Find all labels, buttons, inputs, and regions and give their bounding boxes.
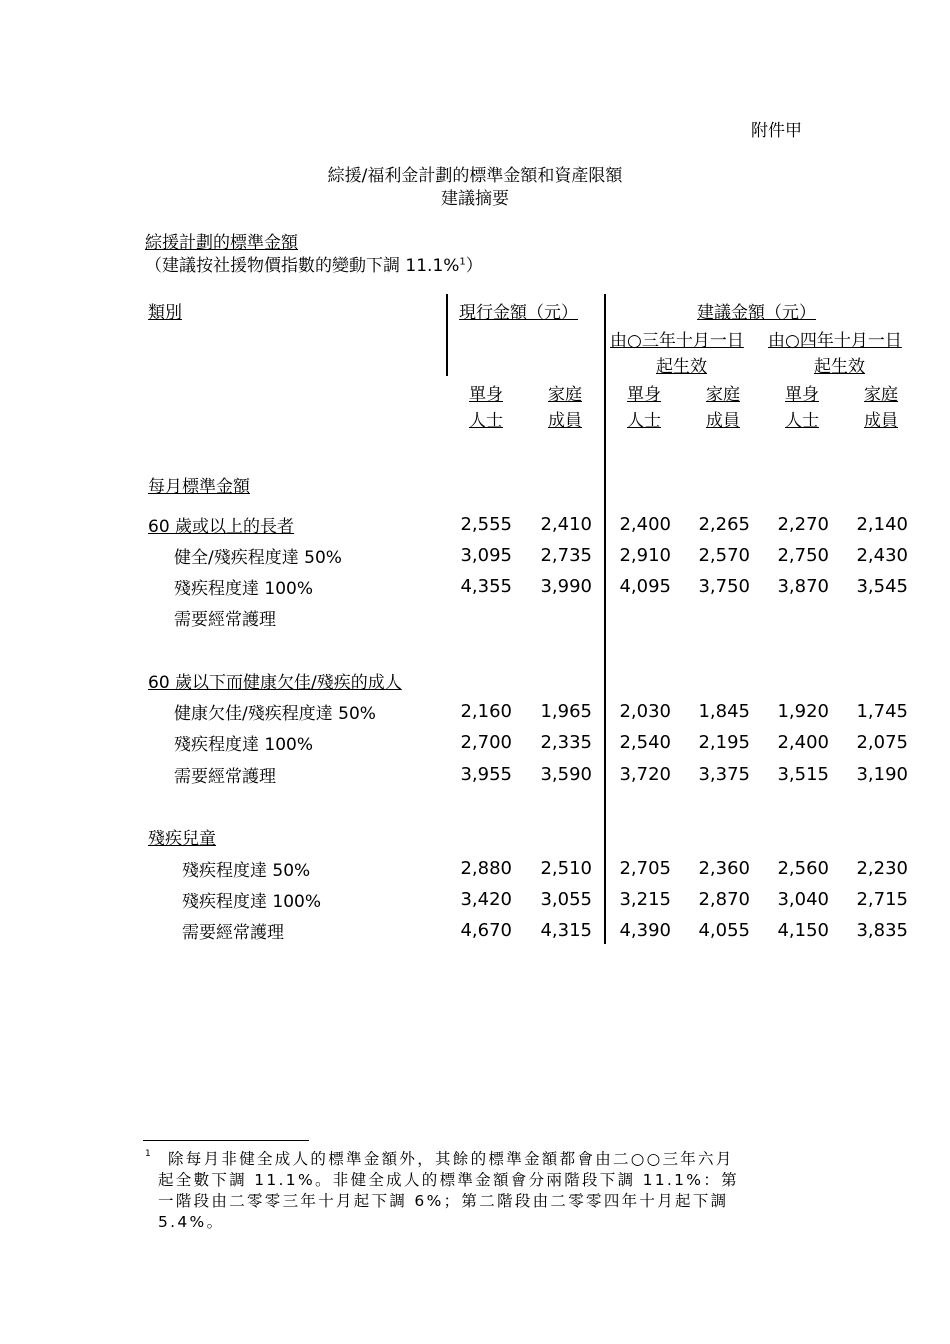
value-cell: 2,880 (460, 858, 512, 879)
current-proposed-divider-line (604, 294, 606, 944)
row-label: 需要經常護理 (174, 767, 276, 787)
row-label: 殘疾程度達 50% (182, 861, 311, 881)
value-cell: 4,095 (619, 576, 671, 597)
value-cell: 2,510 (540, 858, 592, 879)
value-cell: 3,190 (856, 764, 908, 785)
value-cell: 2,715 (856, 889, 908, 910)
value-cell: 4,315 (540, 920, 592, 941)
column-subheader-line2: 成員 (706, 411, 740, 431)
value-cell: 2,140 (856, 514, 908, 535)
value-cell: 4,670 (460, 920, 512, 941)
current-amount-header: 現行金額（元） (459, 303, 578, 323)
value-cell: 3,590 (540, 764, 592, 785)
column-subheader-line2: 成員 (864, 411, 898, 431)
value-cell: 2,030 (619, 701, 671, 722)
value-cell: 2,560 (777, 858, 829, 879)
value-cell: 2,555 (460, 514, 512, 535)
value-cell: 2,750 (777, 545, 829, 566)
footnote-line: 5.4%。 (158, 1213, 225, 1231)
row-label: 需要經常護理 (174, 610, 276, 630)
value-cell: 3,515 (777, 764, 829, 785)
proposed-amount-header: 建議金額（元） (697, 303, 816, 323)
footnote-line: 除每月非健全成人的標準金額外，其餘的標準金額都會由二○○三年六月 (168, 1150, 734, 1168)
value-cell: 3,375 (698, 764, 750, 785)
footnote-mark: 1 (145, 1149, 151, 1159)
value-cell: 2,400 (777, 732, 829, 753)
value-cell: 4,055 (698, 920, 750, 941)
column-subheader-line1: 單身 (627, 385, 661, 405)
footnote-line: 一階段由二零零三年十月起下調 6%；第二階段由二零零四年十月起下調 (158, 1192, 729, 1210)
value-cell: 2,700 (460, 732, 512, 753)
row-label: 健康欠佳/殘疾程度達 50% (174, 704, 376, 724)
section-note (145, 251, 483, 276)
period1-header: 由○三年十月一日 (610, 331, 744, 351)
value-cell: 2,540 (619, 732, 671, 753)
value-cell: 2,335 (540, 732, 592, 753)
period1-effective: 起生效 (656, 357, 707, 377)
value-cell: 2,410 (540, 514, 592, 535)
value-cell: 3,095 (460, 545, 512, 566)
group-heading: 60 歲以下而健康欠佳/殘疾的成人 (148, 673, 402, 693)
value-cell: 3,545 (856, 576, 908, 597)
value-cell: 3,750 (698, 576, 750, 597)
value-cell: 3,955 (460, 764, 512, 785)
row-label: 殘疾程度達 100% (174, 735, 314, 755)
value-cell: 3,055 (540, 889, 592, 910)
column-subheader-line2: 成員 (548, 411, 582, 431)
footnote-ref: 1 (459, 256, 466, 268)
value-cell: 4,150 (777, 920, 829, 941)
value-cell: 2,265 (698, 514, 750, 535)
footnote-line: 起全數下調 11.1%。非健全成人的標準金額會分兩階段下調 11.1%：第 (158, 1171, 739, 1189)
row-label: 殘疾程度達 100% (174, 579, 314, 599)
value-cell: 2,735 (540, 545, 592, 566)
value-cell: 3,870 (777, 576, 829, 597)
section-title: 綜援計劃的標準金額 (145, 233, 298, 253)
row-label: 需要經常護理 (182, 923, 284, 943)
value-cell: 2,870 (698, 889, 750, 910)
value-cell: 3,215 (619, 889, 671, 910)
group-heading: 60 歲或以上的長者 (148, 517, 295, 537)
value-cell: 2,160 (460, 701, 512, 722)
column-subheader-line2: 人士 (469, 411, 503, 431)
row-label: 健全/殘疾程度達 50% (174, 548, 342, 568)
document-subtitle: 建議摘要 (441, 189, 509, 209)
value-cell: 2,570 (698, 545, 750, 566)
column-subheader-line1: 家庭 (864, 385, 898, 405)
value-cell: 4,355 (460, 576, 512, 597)
footnote-rule (143, 1140, 309, 1141)
value-cell: 1,745 (856, 701, 908, 722)
value-cell: 3,990 (540, 576, 592, 597)
value-cell: 3,720 (619, 764, 671, 785)
monthly-standard-heading: 每月標準金額 (148, 477, 250, 497)
row-label: 殘疾程度達 100% (182, 892, 322, 912)
column-subheader-line2: 人士 (785, 411, 819, 431)
column-subheader-line1: 家庭 (548, 385, 582, 405)
value-cell: 2,270 (777, 514, 829, 535)
value-cell: 1,920 (777, 701, 829, 722)
value-cell: 2,195 (698, 732, 750, 753)
section-note-close: ） (465, 256, 483, 276)
section-note-text: （建議按社援物價指數的變動下調 11.1% (145, 256, 460, 276)
column-subheader-line1: 家庭 (706, 385, 740, 405)
value-cell: 1,845 (698, 701, 750, 722)
value-cell: 2,230 (856, 858, 908, 879)
column-subheader-line1: 單身 (785, 385, 819, 405)
header-divider-line (446, 294, 448, 376)
value-cell: 2,360 (698, 858, 750, 879)
value-cell: 2,430 (856, 545, 908, 566)
value-cell: 3,835 (856, 920, 908, 941)
period2-header: 由○四年十月一日 (768, 331, 902, 351)
period2-effective: 起生效 (814, 357, 865, 377)
column-subheader-line2: 人士 (627, 411, 661, 431)
document-title: 綜援/福利金計劃的標準金額和資產限額 (327, 166, 623, 186)
category-header: 類別 (148, 303, 182, 323)
value-cell: 2,910 (619, 545, 671, 566)
value-cell: 4,390 (619, 920, 671, 941)
annex-label: 附件甲 (751, 121, 802, 141)
value-cell: 1,965 (540, 701, 592, 722)
group-heading: 殘疾兒童 (148, 829, 216, 849)
column-subheader-line1: 單身 (469, 385, 503, 405)
value-cell: 3,040 (777, 889, 829, 910)
value-cell: 3,420 (460, 889, 512, 910)
value-cell: 2,705 (619, 858, 671, 879)
value-cell: 2,400 (619, 514, 671, 535)
value-cell: 2,075 (856, 732, 908, 753)
